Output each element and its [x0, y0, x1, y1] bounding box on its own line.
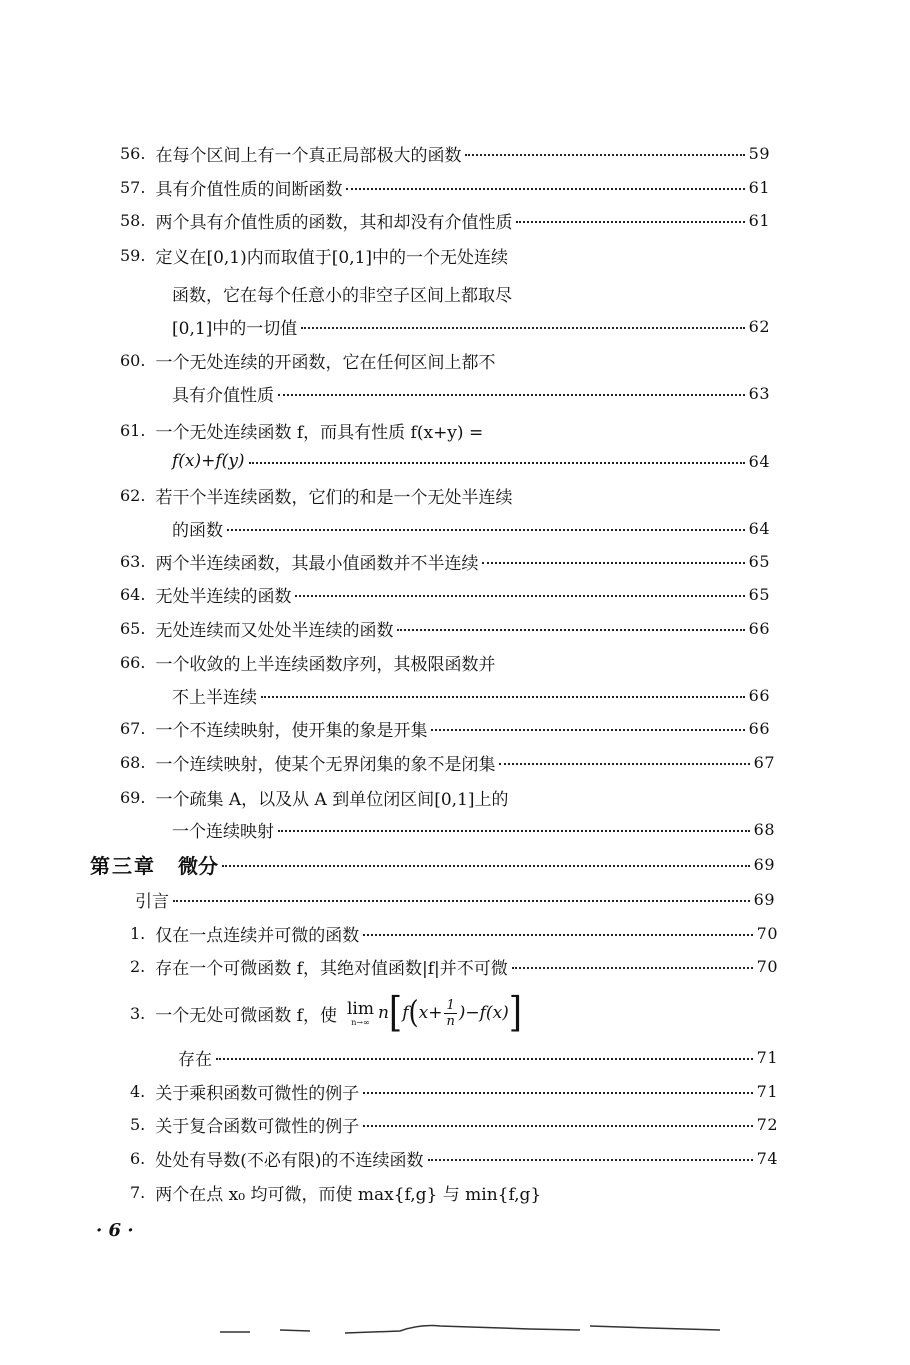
dot-leader: [397, 629, 744, 631]
entry-number: 61.: [120, 420, 146, 440]
entry-number: 5.: [130, 1114, 146, 1134]
dot-leader: [295, 595, 744, 597]
fraction-numerator: 1: [446, 997, 455, 1013]
entry-title-line: 函数，它在每个任意小的非空子区间上都取尽: [172, 285, 512, 306]
entry-number: 68.: [120, 752, 146, 772]
toc-entry-continuation: [172, 1043, 778, 1071]
dot-leader: [173, 900, 750, 902]
toc-entry-continuation: [172, 514, 770, 542]
entry-page: 64: [748, 451, 770, 471]
entry-title: 关于乘积函数可微性的例子: [155, 1083, 360, 1104]
dot-leader: [363, 934, 752, 936]
dot-leader: [512, 967, 753, 969]
scan-artifact-line: [110, 1318, 750, 1338]
toc-entry: [120, 783, 770, 811]
toc-entry-continuation: [172, 681, 770, 709]
dot-leader: [249, 462, 745, 464]
entry-number: 57.: [120, 177, 146, 197]
dot-leader: [261, 696, 745, 698]
entry-number: 56.: [120, 143, 146, 163]
entry-number: 65.: [120, 618, 146, 638]
chapter-label: 第三章: [90, 853, 156, 878]
entry-page: 70: [756, 956, 778, 976]
toc-entry: [120, 748, 775, 776]
entry-title-line: 不上半连续: [172, 687, 257, 708]
toc-entry: [120, 139, 770, 167]
entry-title: 仅在一点连续并可微的函数: [155, 925, 360, 946]
entry-title: 无处连续而又处处半连续的函数: [155, 620, 394, 641]
entry-page: 65: [748, 584, 770, 604]
dot-leader: [301, 327, 744, 329]
dot-leader: [222, 865, 750, 867]
entry-title: 在每个区间上有一个真正局部极大的函数: [155, 145, 462, 166]
entry-title: 处处有导数(不必有限)的不连续函数: [155, 1150, 424, 1171]
toc-entry: [120, 547, 770, 575]
entry-page: 66: [748, 618, 770, 638]
toc-entry: [120, 346, 770, 374]
entry-title: 一个无处可微函数 f，使: [155, 1005, 337, 1026]
dot-leader: [431, 729, 744, 731]
toc-entry: [120, 206, 770, 234]
entry-title-line: 一个连续映射: [172, 821, 274, 842]
entry-page: 71: [756, 1081, 778, 1101]
dot-leader: [278, 830, 750, 832]
entry-page: 72: [756, 1114, 778, 1134]
entry-title: 一个连续映射，使某个无界闭集的象不是闭集: [155, 754, 496, 775]
entry-title-line: f(x)+f(y): [172, 451, 245, 471]
dot-leader: [482, 562, 744, 564]
toc-entry: [130, 919, 778, 947]
toc-entry: [120, 648, 770, 676]
entry-page: 59: [748, 143, 770, 163]
entry-number: 64.: [120, 584, 146, 604]
entry-number: 2.: [130, 956, 146, 976]
entry-number: 62.: [120, 485, 146, 505]
entry-title: 两个具有介值性质的函数，其和却没有介值性质: [155, 212, 513, 233]
entry-title-line: [0,1]中的一切值: [172, 318, 298, 339]
entry-page: 62: [748, 316, 770, 336]
toc-entry: [130, 952, 778, 980]
entry-title: 一个收敛的上半连续函数序列，其极限函数并: [155, 654, 496, 675]
lim-subscript: n→∞: [351, 1018, 370, 1027]
entry-number: 59.: [120, 245, 146, 265]
toc-entry-continuation: [172, 815, 775, 843]
entry-title: 两个在点 x₀ 均可微，而使 max{f,g} 与 min{f,g}: [155, 1184, 542, 1205]
dot-leader: [363, 1092, 752, 1094]
function-f: f: [402, 1003, 409, 1023]
entry-page: 66: [748, 718, 770, 738]
toc-entry: [120, 580, 770, 608]
dot-leader: [227, 529, 745, 531]
toc-entry: [130, 1144, 778, 1172]
left-bracket: [: [388, 989, 403, 1037]
entry-number: 58.: [120, 210, 146, 230]
toc-entry-intro: [135, 885, 775, 913]
toc-entry-continuation: [172, 379, 770, 407]
toc-entry: [120, 416, 770, 444]
entry-page: 70: [756, 923, 778, 943]
formula-rest: )−f(x): [458, 1003, 509, 1023]
entry-title: 一个无处连续函数 f，而具有性质 f(x+y) =: [155, 422, 484, 443]
toc-entry: [120, 241, 770, 269]
right-bracket: ]: [508, 989, 523, 1037]
entry-title: 两个半连续函数，其最小值函数并不半连续: [155, 553, 479, 574]
entry-title: 引言: [135, 891, 169, 912]
entry-title: 无处半连续的函数: [155, 586, 292, 607]
toc-entry-continuation: [172, 447, 770, 475]
lim-factor: n: [377, 1003, 389, 1023]
entry-page: 63: [748, 383, 770, 403]
entry-number: 7.: [130, 1182, 146, 1202]
entry-page: 74: [756, 1148, 778, 1168]
entry-title: 具有介值性质的间断函数: [155, 179, 343, 200]
entry-page: 71: [756, 1047, 778, 1067]
dot-leader: [499, 763, 749, 765]
entry-title-line: 具有介值性质: [172, 385, 274, 406]
entry-page: 61: [748, 177, 770, 197]
entry-number: 3.: [130, 1003, 146, 1023]
toc-entry: [130, 1077, 778, 1105]
entry-page: 61: [748, 210, 770, 230]
entry-title: 一个不连续映射，使开集的象是开集: [155, 720, 428, 741]
fraction-denominator: n: [446, 1013, 455, 1029]
entry-page: 66: [748, 685, 770, 705]
chapter-title: 微分: [178, 853, 218, 878]
toc-entry: [130, 989, 778, 1037]
toc-entry: [130, 1178, 778, 1206]
dot-leader: [216, 1058, 753, 1060]
entry-page: 64: [748, 518, 770, 538]
entry-number: 6.: [130, 1148, 146, 1168]
dot-leader: [428, 1159, 753, 1161]
toc-entry: [120, 714, 770, 742]
entry-page: 69: [753, 889, 775, 909]
toc-entry: [120, 614, 770, 642]
entry-title: 一个疏集 A，以及从 A 到单位闭区间[0,1]上的: [155, 789, 509, 810]
dot-leader: [278, 394, 745, 396]
entry-title-line: 的函数: [172, 520, 223, 541]
toc-entry-continuation: [172, 279, 770, 307]
entry-number: 67.: [120, 718, 146, 738]
dot-leader: [346, 188, 744, 190]
entry-title: 关于复合函数可微性的例子: [155, 1116, 360, 1137]
entry-number: 4.: [130, 1081, 146, 1101]
entry-title: 若干个半连续函数，它们的和是一个无处半连续: [155, 487, 513, 508]
entry-number: 1.: [130, 923, 146, 943]
entry-number: 69.: [120, 787, 146, 807]
dot-leader: [363, 1125, 752, 1127]
entry-title: 一个无处连续的开函数，它在任何区间上都不: [155, 352, 496, 373]
toc-entry: [120, 481, 770, 509]
entry-number: 60.: [120, 350, 146, 370]
entry-title: 存在一个可微函数 f，其绝对值函数|f|并不可微: [155, 958, 508, 979]
toc-entry-continuation: [172, 312, 770, 340]
function-arg: x+: [418, 1003, 443, 1023]
toc-entry: [130, 1110, 778, 1138]
chapter-page: 69: [753, 854, 775, 874]
entry-page: 68: [753, 819, 775, 839]
entry-title: 定义在[0,1)内而取值于[0,1]中的一个无处连续: [155, 247, 509, 268]
chapter-heading: [90, 850, 775, 878]
dot-leader: [516, 221, 744, 223]
left-paren: (: [408, 995, 419, 1031]
dot-leader: [465, 154, 744, 156]
lim-operator: [347, 999, 374, 1027]
page-number: · 6 ·: [96, 1220, 134, 1241]
entry-number: 66.: [120, 652, 146, 672]
toc-entry: [120, 173, 770, 201]
entry-page: 65: [748, 551, 770, 571]
fraction: [444, 998, 456, 1029]
limit-formula: [343, 989, 523, 1037]
entry-title-line: 存在: [178, 1049, 212, 1070]
lim-text: lim: [346, 999, 374, 1019]
entry-number: 63.: [120, 551, 146, 571]
entry-page: 67: [753, 752, 775, 772]
